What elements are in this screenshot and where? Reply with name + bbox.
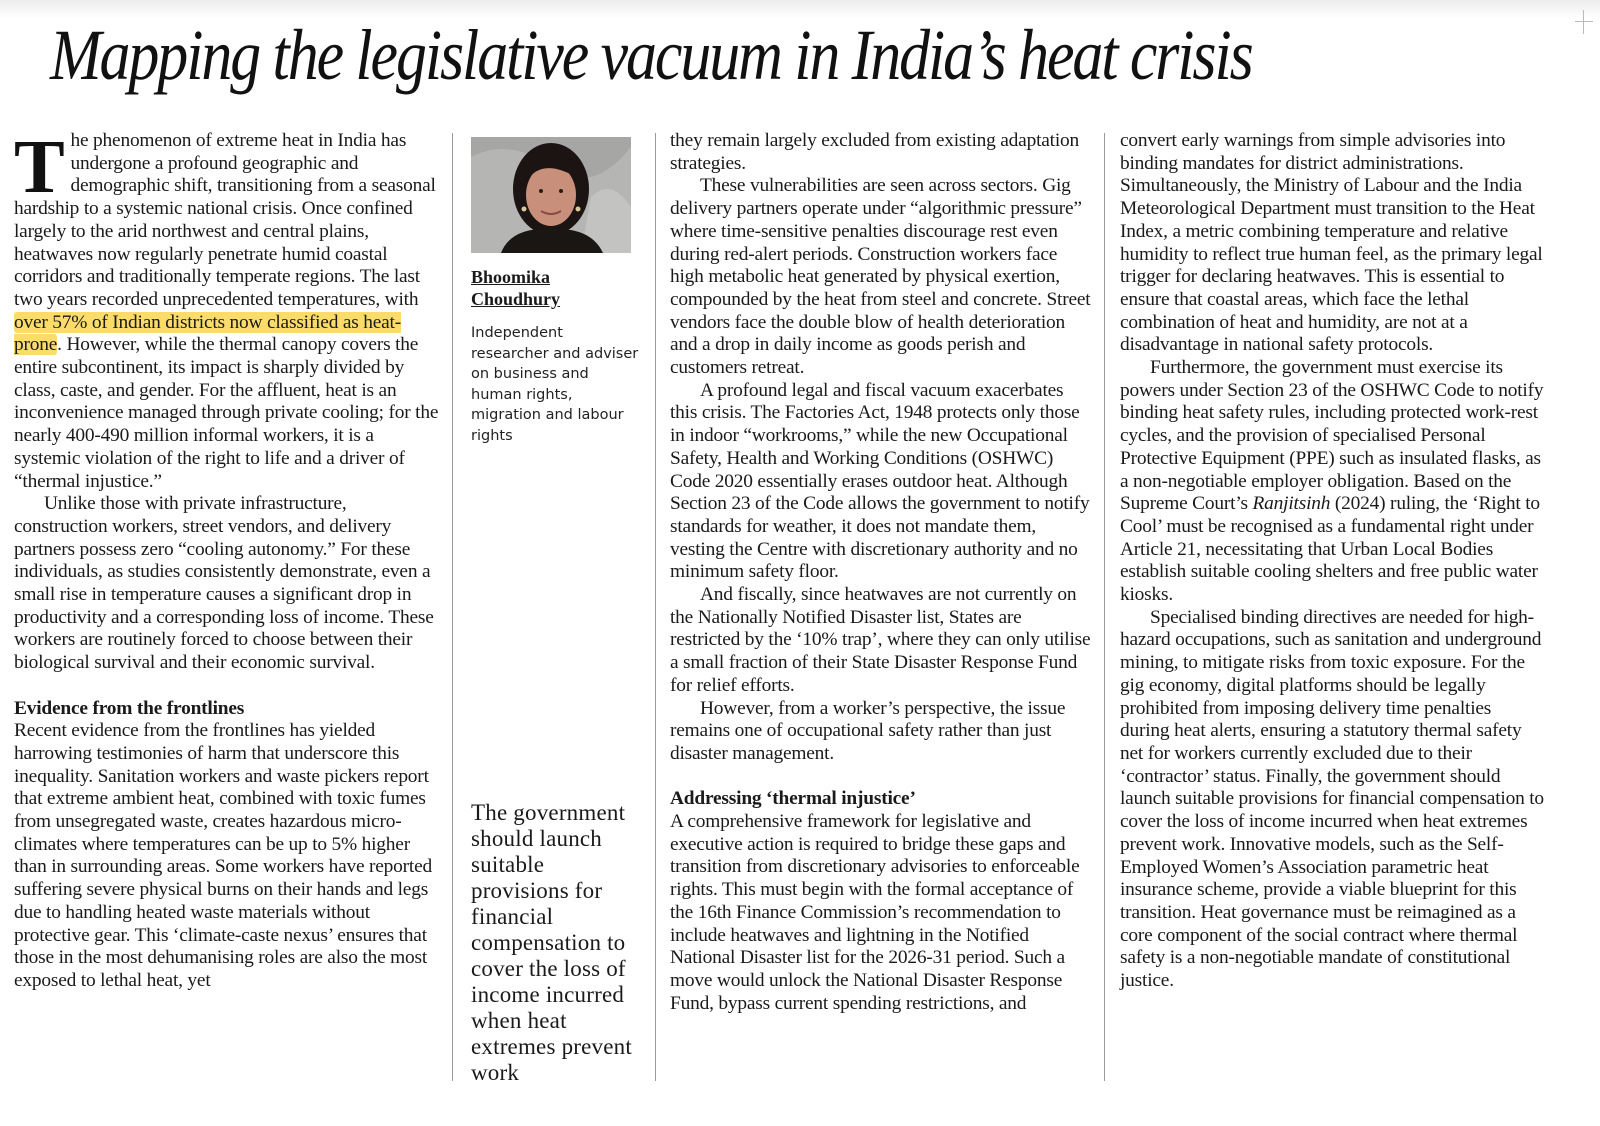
paragraph: A comprehensive framework for legislative and executive action is required to bridge these gaps and transition from discretionary advisories to enforceable rights. This must begin with the formal acceptance of the 16th Finance Commission’s recommendation to include heatwaves and lightning in the Notified National Disaster list for the 2026-31 period. Such a move would unlock the National Disaster Response Fund, bypass current spending restrictions, and [670,811,1080,1014]
paragraph: A profound legal and fiscal vacuum exacerbates this crisis. The Factories Act, 1948 protects only those in indoor “workrooms,” while the new Occupational Safety, Health and Working Conditions (OSHWC) Code 2020 essentially erases outdoor heat. Although Section 23 of the Code allows the government to notify standards for weather, it does not mandate them, vesting the Centre with discretionary authority and no minimum safety floor. [670,379,1090,583]
author-name[interactable] [471,266,641,310]
subheading: Evidence from the frontlines [14,697,245,719]
paragraph: Unlike those with private infrastructure, construction workers, street vendors, and delivery partners possess zero “cooling autonomy.” For these individuals, as studies consistently demonstrate, even a small rise in temperature causes a significant drop in productivity and a corresponding loss of income. These workers are routinely forced to choose between their biological survival and their economic survival. [14,493,434,674]
author-bio: Independent researcher and adviser on business and human rights, migration and labour rights [471,325,639,444]
paragraph: they remain largely excluded from existing adaptation strategies. [670,130,1080,174]
pull-quote: The government should launch suitable provisions for financial compensation to cover the loss of income incurred when heat extremes prevent work [471,800,632,1085]
column-divider [452,133,453,1081]
paragraph-text: . However, while the thermal canopy covers the entire subcontinent, its impact is sharply divided by class, caste, and gender. For the affluent, heat is an inconvenience managed through private cooling; for the nearly 400-490 million informal workers, it is a systemic violation of the right to life and a driver of “thermal injustice.” [14,334,439,492]
paragraph [14,125,444,493]
highlighted-text[interactable]: over 57% of Indian districts now classified as heat-prone [14,311,401,356]
column-divider [655,133,656,1081]
drop-cap: T [14,125,65,209]
headline: Mapping the legislative vacuum in India’s heat crisis [50,15,1252,95]
author-first-name: Bhoomika [471,267,551,287]
column-4 [1120,130,1545,993]
column-3 [670,130,1095,1015]
crop-mark-vertical [1583,10,1584,34]
spacer [670,766,1095,789]
paragraph: Specialised binding directives are needed for high-hazard occupations, such as sanitation and underground mining, to mitigate risks from toxic exposure. For the gig economy, digital platforms should be legally prohibited from imposing delivery time penalties during heat alerts, ensuring a statutory thermal safety net for workers currently excluded due to their ‘contractor’ status. Finally, the government should launch suitable provisions for financial compensation to cover the loss of income incurred when heat extremes prevent work. Innovative models, such as the Self-Employed Women’s Association parametric heat insurance scheme, provide a viable blueprint for this transition. Heat governance must be reimagined as a core component of the social contract where thermal safety is a non-negotiable mandate of constitutional justice. [1120,606,1544,992]
paragraph: These vulnerabilities are seen across sectors. Gig delivery partners operate under “algorithmic pressure” where time-sensitive penalties discourage rest even during red-alert periods. Construction workers face high metabolic heat generated by physical exertion, compounded by the heat from steel and concrete. Street vendors face the double blow of health deterioration and a drop in daily income as goods perish and customers retreat. [670,175,1091,379]
author-last-name: Choudhury [471,289,561,309]
paragraph-text: he phenomenon of extreme heat in India has undergone a profound geographic and demographic shift, transitioning from a seasonal hardship to a systemic national crisis. Once confined largely to the arid northwest and central plains, heatwaves now regularly penetrate humid coastal corridors and traditionally temperate regions. The last two years recorded unprecedented temperatures, with [14,130,436,310]
paragraph: Recent evidence from the frontlines has yielded harrowing testimonies of harm that underscore this inequality. Sanitation workers and waste pickers report that extreme ambient heat, combined with toxic fumes from unsegregated waste, creates hazardous micro-climates where temperatures can be up to 5% higher than in surrounding areas. Some workers have reported suffering severe physical burns on their hands and legs due to handling heated waste materials without protective gear. This ‘climate-caste nexus’ ensures that those in the most dehumanising roles are also the most exposed to lethal heat, yet [14,720,433,991]
crop-mark-horizontal [1575,21,1593,22]
spacer [14,675,444,698]
author-photo [471,137,631,253]
paragraph: And fiscally, since heatwaves are not currently on the Nationally Notified Disaster list, States are restricted by the ‘10% trap’, where they can only utilise a small fraction of their State Disaster Response Fund for relief efforts. [670,584,1091,696]
case-name: Ranjitsinh [1252,493,1331,515]
portrait-icon [471,137,631,253]
column-divider [1104,133,1105,1081]
paragraph-text: Furthermore, the government must exercise its powers under Section 23 of the OSHWC Code to notify binding heat safety rules, including protected work-rest cycles, and the provision of specialised Personal Protective Equipment (PPE) such as insulated flasks, as a non-negotiable employer obligation. Based on the Supreme Court’s [1120,357,1544,515]
subheading: Addressing ‘thermal injustice’ [670,788,916,810]
paragraph: However, from a worker’s perspective, the issue remains one of occupational safety rather than just disaster management. [670,697,1066,764]
column-1 [14,125,444,993]
paragraph-text: (2024) ruling, the ‘Right to Cool’ must be recognised as a fundamental right under Article 21, necessitating that Urban Local Bodies establish suitable cooling shelters and free public water kiosks. [1120,493,1540,606]
paragraph [1120,357,1545,607]
paragraph: convert early warnings from simple advisories into binding mandates for district administrations. Simultaneously, the Ministry of Labour and the India Meteorological Department must transition to the Heat Index, a metric combining temperature and relative humidity to reflect true human feel, as the primary legal trigger for declaring heatwaves. This is essential to ensure that coastal areas, which face the lethal combination of heat and humidity, are not at a disadvantage in national safety protocols. [1120,130,1543,356]
